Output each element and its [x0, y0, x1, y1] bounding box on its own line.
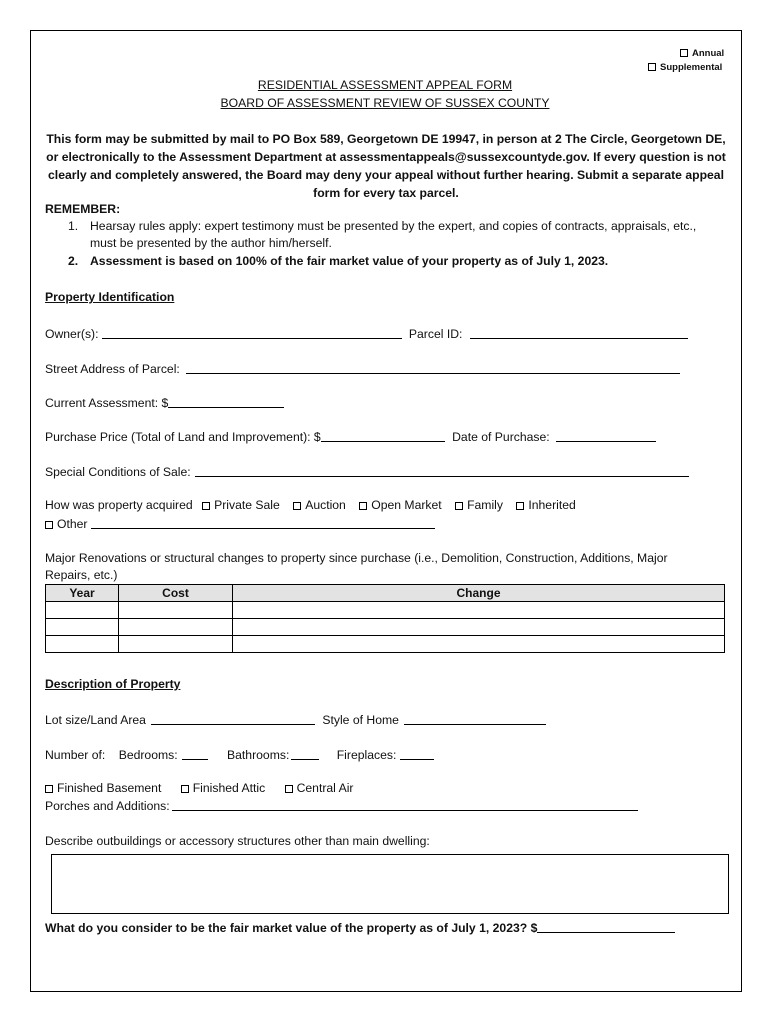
current-assessment-field[interactable]: [168, 395, 284, 408]
description-heading: Description of Property: [45, 677, 181, 691]
feature-finished-basement[interactable]: [45, 781, 161, 795]
change-cell[interactable]: [233, 602, 725, 619]
acquired-option-auction[interactable]: [293, 498, 346, 512]
special-conditions-label: Special Conditions of Sale:: [45, 465, 191, 479]
date-of-purchase-field[interactable]: [556, 429, 656, 442]
cost-cell[interactable]: [119, 602, 233, 619]
parcel-id-field[interactable]: [470, 326, 688, 339]
table-row: [46, 636, 725, 653]
bedrooms-field[interactable]: [182, 747, 208, 760]
auction-label: Auction: [305, 498, 346, 512]
bathrooms-label: Bathrooms:: [227, 748, 290, 762]
renovations-table-header: [46, 585, 725, 602]
intro-paragraph: [46, 130, 726, 202]
intro-line: clearly and completely answered, the Board may deny your appeal without further hearing. Submit a separate appeal: [48, 168, 724, 182]
open-market-checkbox[interactable]: [359, 502, 367, 510]
current-assessment-label: Current Assessment: $: [45, 396, 169, 410]
other-checkbox[interactable]: [45, 521, 53, 529]
annual-option[interactable]: [680, 48, 724, 59]
cost-cell[interactable]: [119, 619, 233, 636]
remember-item-1-line2: must be presented by the author him/herself.: [90, 236, 332, 250]
features-row: [45, 781, 354, 795]
acquired-option-family[interactable]: [455, 498, 503, 512]
intro-line: form for every tax parcel.: [313, 186, 459, 200]
finished-attic-checkbox[interactable]: [181, 785, 189, 793]
feature-central-air[interactable]: [285, 781, 354, 795]
change-column-header: Change: [233, 585, 725, 602]
form-title: RESIDENTIAL ASSESSMENT APPEAL FORM: [257, 78, 513, 92]
annual-label: Annual: [692, 48, 725, 59]
inherited-checkbox[interactable]: [516, 502, 524, 510]
acquired-option-inherited[interactable]: [516, 498, 575, 512]
outbuildings-label: Describe outbuildings or accessory structures other than main dwelling:: [45, 834, 430, 848]
porches-field[interactable]: [172, 798, 638, 811]
year-column-header: Year: [46, 585, 119, 602]
bedrooms-label: Bedrooms:: [118, 748, 178, 762]
finished-basement-label: Finished Basement: [57, 781, 162, 795]
private-sale-label: Private Sale: [214, 498, 280, 512]
lot-size-field[interactable]: [151, 712, 315, 725]
fair-market-value-label: What do you consider to be the fair market value of the property as of July 1, 2023? $: [45, 921, 538, 935]
other-row: [45, 516, 435, 531]
street-address-field[interactable]: [186, 361, 680, 374]
other-field[interactable]: [91, 516, 435, 529]
feature-finished-attic[interactable]: [181, 781, 265, 795]
remember-item-1-number: 1.: [68, 219, 79, 233]
auction-checkbox[interactable]: [293, 502, 301, 510]
cost-cell[interactable]: [119, 636, 233, 653]
acquired-option-open-market[interactable]: [359, 498, 441, 512]
number-of-label: Number of:: [45, 748, 106, 762]
change-cell[interactable]: [233, 619, 725, 636]
central-air-checkbox[interactable]: [285, 785, 293, 793]
style-of-home-label: Style of Home: [322, 713, 399, 727]
form-subtitle: BOARD OF ASSESSMENT REVIEW OF SUSSEX COUNTY: [220, 96, 550, 110]
purchase-price-row: [45, 429, 656, 444]
table-row: [46, 602, 725, 619]
other-label: Other: [57, 517, 88, 531]
current-assessment-row: [45, 395, 284, 410]
purchase-price-field[interactable]: [321, 429, 445, 442]
fair-market-value-field[interactable]: [537, 920, 675, 933]
porches-row: [45, 798, 638, 813]
property-identification-heading: Property Identification: [45, 290, 175, 304]
year-cell[interactable]: [46, 619, 119, 636]
remember-item-2-line1: Assessment is based on 100% of the fair market value of your property as of July 1, 2023.: [90, 254, 609, 268]
fireplaces-field[interactable]: [400, 747, 434, 760]
renovations-table: [45, 584, 725, 653]
renovations-line-1: Major Renovations or structural changes to property since purchase (i.e., Demolition, Construction, Additions, Major: [45, 551, 668, 565]
special-conditions-row: [45, 464, 689, 479]
remember-heading: REMEMBER:: [45, 202, 121, 216]
lot-style-row: [45, 712, 546, 727]
family-checkbox[interactable]: [455, 502, 463, 510]
remember-item-2-number: 2.: [68, 254, 79, 268]
family-label: Family: [467, 498, 503, 512]
open-market-label: Open Market: [371, 498, 442, 512]
owners-row: [45, 326, 688, 341]
acquired-row: [45, 498, 576, 512]
finished-basement-checkbox[interactable]: [45, 785, 53, 793]
private-sale-checkbox[interactable]: [202, 502, 210, 510]
cost-column-header: Cost: [119, 585, 233, 602]
renovations-line-2: Repairs, etc.): [45, 568, 118, 582]
supplemental-label: Supplemental: [660, 62, 723, 73]
supplemental-option[interactable]: [648, 62, 722, 73]
number-of-row: [45, 747, 434, 762]
lot-size-label: Lot size/Land Area: [45, 713, 146, 727]
inherited-label: Inherited: [528, 498, 576, 512]
street-address-row: [45, 361, 680, 376]
intro-line: or electronically to the Assessment Department at assessmentappeals@sussexcountyde.gov. If every question is not: [46, 150, 726, 164]
finished-attic-label: Finished Attic: [192, 781, 266, 795]
remember-item-1-line1: Hearsay rules apply: expert testimony must be presented by the expert, and copies of contracts, appraisals, etc.,: [90, 219, 697, 233]
annual-checkbox[interactable]: [680, 49, 688, 57]
year-cell[interactable]: [46, 602, 119, 619]
table-row: [46, 619, 725, 636]
intro-line: This form may be submitted by mail to PO Box 589, Georgetown DE 19947, in person at 2 The Circle, Georgetown DE,: [46, 132, 726, 146]
supplemental-checkbox[interactable]: [648, 63, 656, 71]
owners-label: Owner(s):: [45, 327, 99, 341]
date-of-purchase-label: Date of Purchase:: [452, 430, 550, 444]
acquired-label: How was property acquired: [45, 498, 193, 512]
special-conditions-field[interactable]: [195, 464, 689, 477]
owners-field[interactable]: [102, 326, 402, 339]
porches-label: Porches and Additions:: [45, 799, 170, 813]
outbuildings-textarea[interactable]: [51, 854, 729, 914]
change-cell[interactable]: [233, 636, 725, 653]
fair-market-value-row: [45, 920, 675, 935]
year-cell[interactable]: [46, 636, 119, 653]
acquired-option-private-sale[interactable]: [202, 498, 280, 512]
central-air-label: Central Air: [296, 781, 354, 795]
parcel-id-label: Parcel ID:: [408, 327, 463, 341]
bathrooms-field[interactable]: [291, 747, 319, 760]
purchase-price-label: Purchase Price (Total of Land and Improvement): $: [45, 430, 321, 444]
style-of-home-field[interactable]: [404, 712, 546, 725]
fireplaces-label: Fireplaces:: [336, 748, 397, 762]
street-address-label: Street Address of Parcel:: [45, 362, 180, 376]
